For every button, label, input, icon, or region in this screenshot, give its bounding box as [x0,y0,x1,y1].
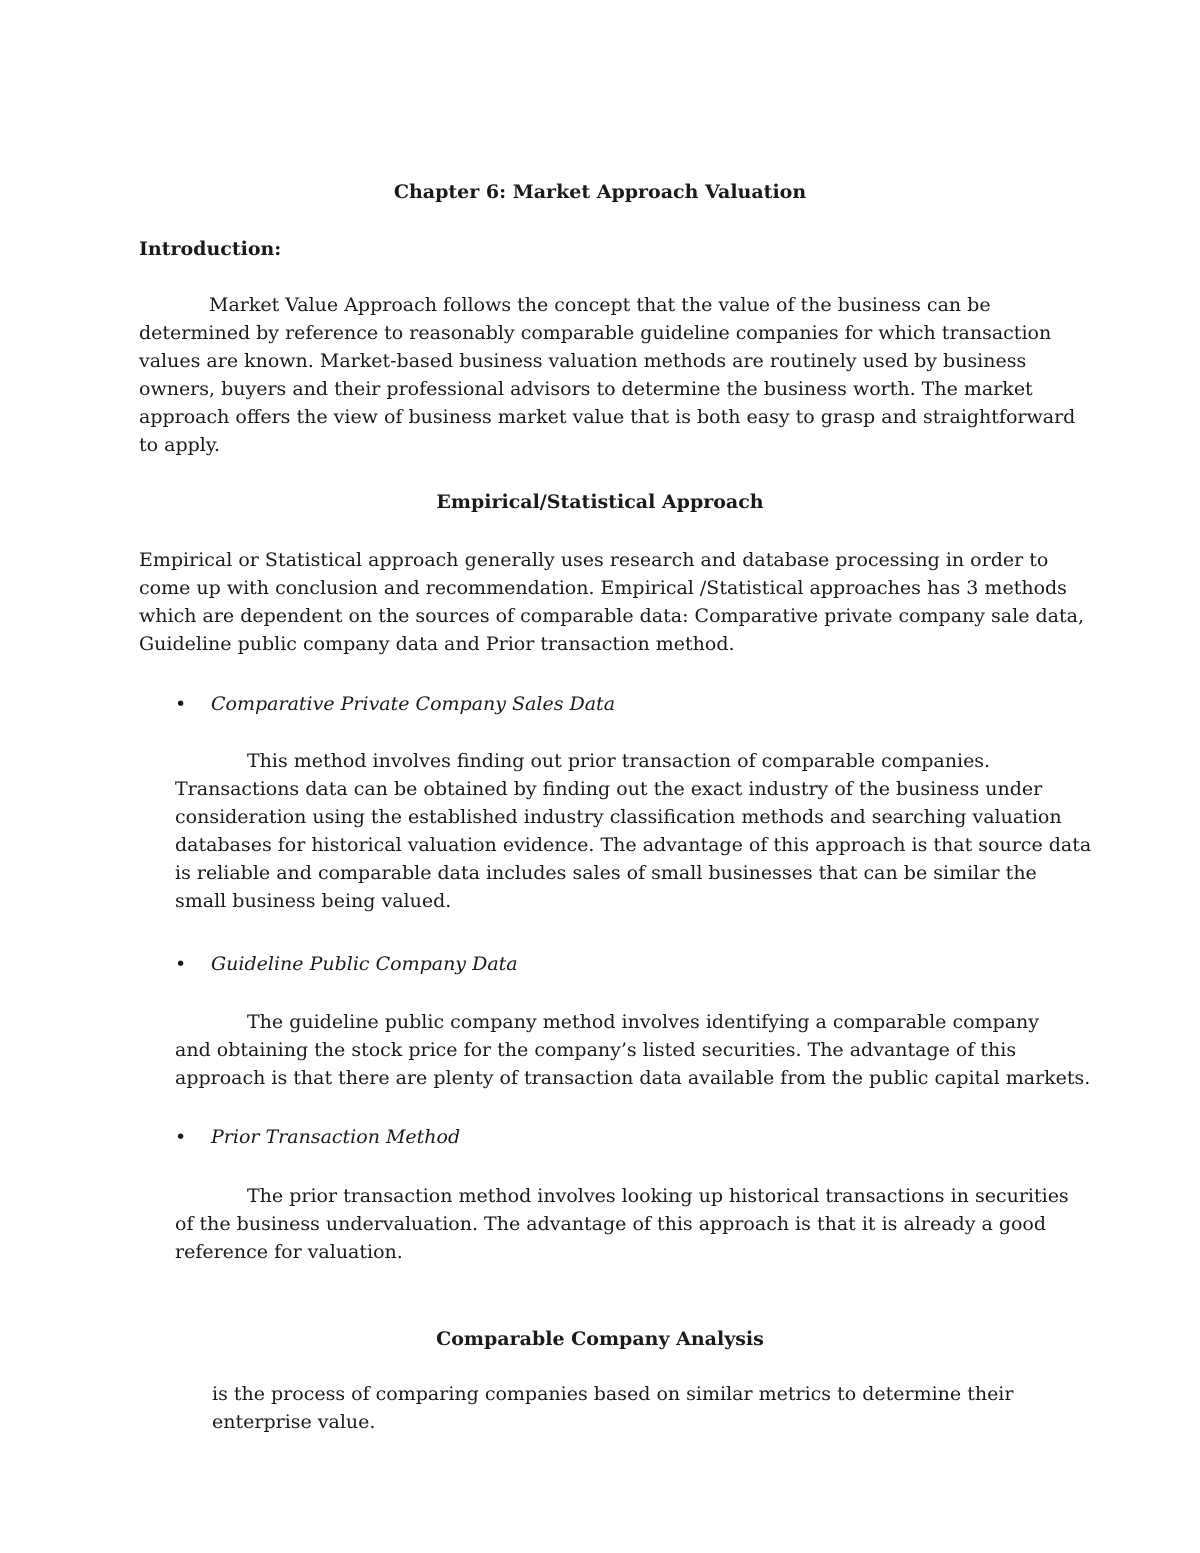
text-line: determined by reference to reasonably comparable guideline companies for which transaction [139,322,1052,344]
text-line: Transactions data can be obtained by finding out the exact industry of the business under [175,778,1043,800]
text-line: of the business undervaluation. The advantage of this approach is that it is already a good [175,1213,1047,1235]
text-line: reference for valuation. [175,1241,403,1263]
text-line: values are known. Market-based business valuation methods are routinely used by business [139,350,1027,372]
bullet-point: • [175,693,187,715]
method-bullet-comparative-private [175,690,615,718]
text-line: databases for historical valuation evidence. The advantage of this approach is that source data [175,834,1092,856]
bullet-point: • [175,953,187,975]
text-line: Market Value Approach follows the concept that the value of the business can be [209,294,991,316]
cca-paragraph [212,1380,1013,1436]
text-line: Guideline public company data and Prior transaction method. [139,633,735,655]
text-line: This method involves finding out prior transaction of comparable companies. [247,750,991,772]
page-title: Chapter 6: Market Approach Valuation [393,181,807,203]
intro-paragraph [139,291,1075,459]
method-paragraph-comparative-private [175,747,1091,915]
cca-heading: Comparable Company Analysis [436,1328,764,1350]
method-label: Comparative Private Company Sales Data [211,693,616,715]
text-line: owners, buyers and their professional advisors to determine the business worth. The market [139,378,1033,400]
text-line: approach is that there are plenty of transaction data available from the public capital markets. [175,1067,1091,1089]
text-line: approach offers the view of business market value that is both easy to grasp and straightforward [139,406,1076,428]
text-line: Empirical or Statistical approach generally uses research and database processing in order to [139,549,1049,571]
text-line: small business being valued. [175,890,452,912]
method-bullet-guideline-public [175,950,518,978]
method-label: Guideline Public Company Data [211,953,518,975]
text-line: and obtaining the stock price for the company’s listed securities. The advantage of this [175,1039,1017,1061]
text-line: is the process of comparing companies based on similar metrics to determine their [212,1383,1014,1405]
text-line: which are dependent on the sources of comparable data: Comparative private company sale data, [139,605,1084,627]
text-line: The guideline public company method involves identifying a comparable company [247,1011,1040,1033]
text-line: is reliable and comparable data includes sales of small businesses that can be similar the [175,862,1037,884]
text-line: come up with conclusion and recommendation. Empirical /Statistical approaches has 3 methods [139,577,1067,599]
method-bullet-prior-transaction [175,1123,460,1151]
text-line: consideration using the established industry classification methods and searching valuation [175,806,1062,828]
method-label: Prior Transaction Method [211,1126,461,1148]
intro-heading: Introduction: [139,238,282,260]
text-line: to apply. [139,434,221,456]
text-line: The prior transaction method involves looking up historical transactions in securities [247,1185,1069,1207]
empirical-heading: Empirical/Statistical Approach [436,491,764,513]
empirical-paragraph [139,546,1084,658]
method-paragraph-guideline-public [175,1008,1090,1092]
method-paragraph-prior-transaction [175,1182,1069,1266]
text-line: enterprise value. [212,1411,376,1433]
bullet-point: • [175,1126,187,1148]
